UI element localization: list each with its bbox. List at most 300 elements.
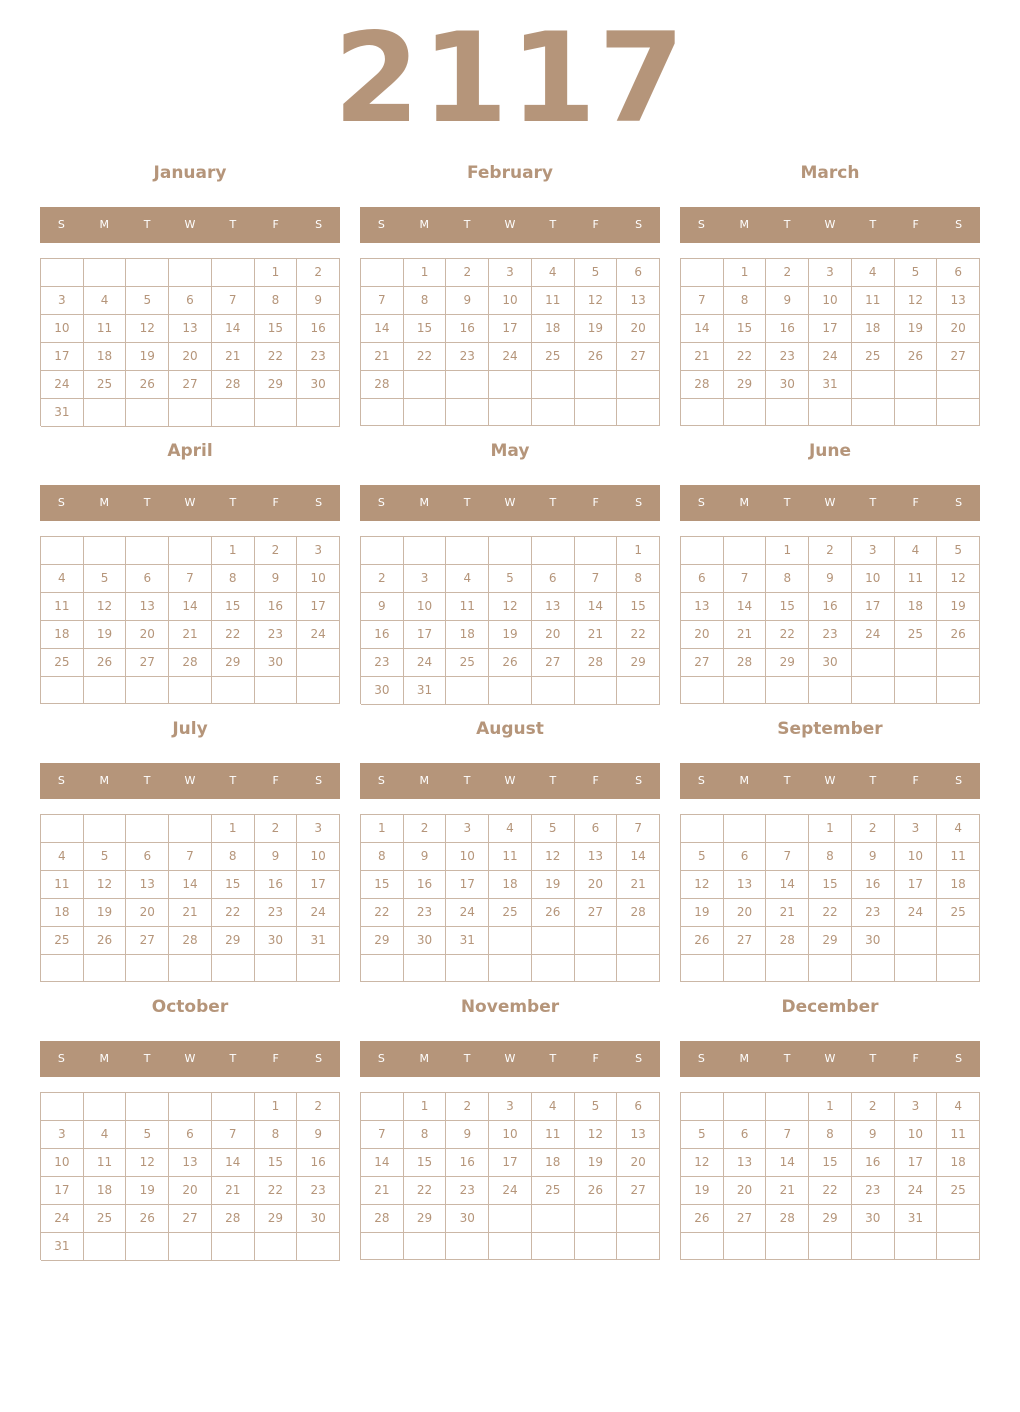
- day-cell: 9: [297, 287, 340, 315]
- day-cell: 22: [766, 621, 809, 649]
- day-cell: 24: [489, 1177, 532, 1205]
- day-cell: 2: [297, 259, 340, 287]
- empty-day-cell: [532, 1233, 575, 1260]
- weekday-label: S: [315, 496, 323, 509]
- weekday-label: S: [635, 774, 643, 787]
- day-cell: 8: [617, 565, 660, 593]
- day-cell: 11: [937, 843, 980, 871]
- day-cell: 8: [404, 1121, 447, 1149]
- day-cell: 16: [446, 1149, 489, 1177]
- weekday-label: M: [419, 218, 430, 231]
- empty-day-cell: [575, 677, 618, 705]
- day-cell: 1: [404, 259, 447, 287]
- day-cell: 22: [809, 899, 852, 927]
- day-cell: 13: [617, 1121, 660, 1149]
- day-cell: 12: [84, 593, 127, 621]
- day-cell: 15: [766, 593, 809, 621]
- empty-day-cell: [681, 1233, 724, 1260]
- day-cell: 13: [575, 843, 618, 871]
- day-cell: 24: [446, 899, 489, 927]
- empty-day-cell: [532, 537, 575, 565]
- day-cell: 29: [617, 649, 660, 677]
- weekday-header: [360, 207, 660, 243]
- day-cell: 3: [297, 815, 340, 843]
- month-june: [680, 434, 980, 712]
- day-cell: 8: [809, 843, 852, 871]
- day-cell: 3: [852, 537, 895, 565]
- weekday-label: T: [143, 496, 151, 509]
- day-cell: 13: [617, 287, 660, 315]
- day-cell: 9: [446, 1121, 489, 1149]
- weekday-label: F: [272, 218, 279, 231]
- empty-day-cell: [724, 399, 767, 426]
- day-cell: 21: [361, 343, 404, 371]
- day-cell: 5: [575, 259, 618, 287]
- day-cell: 24: [404, 649, 447, 677]
- day-cell: 26: [937, 621, 980, 649]
- day-cell: 15: [212, 871, 255, 899]
- day-cell: 12: [681, 1149, 724, 1177]
- day-cell: 6: [617, 259, 660, 287]
- weekday-label: M: [739, 1052, 750, 1065]
- weekday-label: M: [99, 1052, 110, 1065]
- month-november: [360, 990, 660, 1268]
- day-cell: 8: [404, 287, 447, 315]
- day-cell: 20: [724, 1177, 767, 1205]
- day-cell: 12: [575, 287, 618, 315]
- day-cell: 24: [297, 621, 340, 649]
- day-cell: 1: [809, 815, 852, 843]
- empty-day-cell: [169, 955, 212, 982]
- day-cell: 3: [895, 1093, 938, 1121]
- day-cell: 31: [41, 1233, 84, 1261]
- empty-day-cell: [41, 955, 84, 982]
- empty-day-cell: [937, 649, 980, 677]
- day-cell: 26: [532, 899, 575, 927]
- day-cell: 30: [446, 1205, 489, 1233]
- empty-day-cell: [404, 955, 447, 982]
- empty-day-cell: [489, 677, 532, 705]
- day-cell: 14: [212, 1149, 255, 1177]
- empty-day-cell: [575, 1205, 618, 1233]
- empty-day-cell: [724, 955, 767, 982]
- day-cell: 14: [212, 315, 255, 343]
- day-cell: 18: [84, 343, 127, 371]
- empty-day-cell: [126, 677, 169, 704]
- empty-day-cell: [489, 371, 532, 399]
- day-cell: 22: [255, 1177, 298, 1205]
- day-cell: 28: [361, 371, 404, 399]
- day-cell: 1: [361, 815, 404, 843]
- day-cell: 17: [446, 871, 489, 899]
- weekday-label: T: [229, 774, 237, 787]
- empty-day-cell: [852, 1233, 895, 1260]
- day-cell: 26: [126, 371, 169, 399]
- day-cell: 20: [532, 621, 575, 649]
- empty-day-cell: [681, 677, 724, 704]
- weekday-header: [360, 763, 660, 799]
- day-cell: 23: [446, 343, 489, 371]
- day-cell: 13: [724, 1149, 767, 1177]
- day-cell: 21: [724, 621, 767, 649]
- day-cell: 6: [575, 815, 618, 843]
- weekday-header: [360, 1041, 660, 1077]
- day-cell: 19: [126, 343, 169, 371]
- year-title: 2117: [333, 7, 687, 151]
- day-cell: 31: [297, 927, 340, 955]
- day-cell: 18: [446, 621, 489, 649]
- day-cell: 7: [212, 287, 255, 315]
- day-cell: 20: [169, 1177, 212, 1205]
- day-cell: 10: [41, 315, 84, 343]
- empty-day-cell: [937, 1205, 980, 1233]
- weekday-header: [680, 207, 980, 243]
- weekday-label: W: [184, 774, 196, 787]
- day-cell: 24: [41, 1205, 84, 1233]
- day-cell: 25: [852, 343, 895, 371]
- day-cell: 18: [532, 1149, 575, 1177]
- day-cell: 28: [766, 1205, 809, 1233]
- day-cell: 26: [895, 343, 938, 371]
- day-cell: 12: [937, 565, 980, 593]
- empty-day-cell: [212, 1093, 255, 1121]
- empty-day-cell: [84, 537, 127, 565]
- day-cell: 7: [575, 565, 618, 593]
- day-grid: [680, 1092, 980, 1260]
- day-grid: [360, 1092, 660, 1260]
- empty-day-cell: [361, 399, 404, 426]
- day-cell: 14: [169, 871, 212, 899]
- day-cell: 26: [84, 927, 127, 955]
- day-cell: 7: [617, 815, 660, 843]
- day-cell: 16: [361, 621, 404, 649]
- day-cell: 10: [852, 565, 895, 593]
- day-cell: 7: [724, 565, 767, 593]
- day-cell: 30: [361, 677, 404, 705]
- day-cell: 6: [126, 565, 169, 593]
- empty-day-cell: [575, 399, 618, 426]
- empty-day-cell: [41, 537, 84, 565]
- empty-day-cell: [446, 371, 489, 399]
- day-cell: 4: [446, 565, 489, 593]
- day-cell: 5: [84, 565, 127, 593]
- empty-day-cell: [404, 537, 447, 565]
- weekday-label: T: [229, 218, 237, 231]
- day-cell: 30: [404, 927, 447, 955]
- day-cell: 6: [724, 1121, 767, 1149]
- empty-day-cell: [169, 399, 212, 427]
- day-cell: 26: [489, 649, 532, 677]
- day-cell: 17: [297, 593, 340, 621]
- weekday-label: S: [57, 774, 65, 787]
- day-cell: 25: [446, 649, 489, 677]
- empty-day-cell: [895, 1233, 938, 1260]
- empty-day-cell: [446, 537, 489, 565]
- day-cell: 31: [404, 677, 447, 705]
- day-cell: 1: [404, 1093, 447, 1121]
- empty-day-cell: [84, 677, 127, 704]
- day-cell: 4: [532, 1093, 575, 1121]
- day-cell: 13: [169, 315, 212, 343]
- day-cell: 3: [41, 287, 84, 315]
- day-cell: 17: [489, 1149, 532, 1177]
- day-cell: 2: [809, 537, 852, 565]
- day-cell: 15: [617, 593, 660, 621]
- day-cell: 25: [489, 899, 532, 927]
- day-cell: 11: [489, 843, 532, 871]
- empty-day-cell: [852, 677, 895, 704]
- day-cell: 22: [404, 1177, 447, 1205]
- empty-day-cell: [532, 1205, 575, 1233]
- empty-day-cell: [575, 537, 618, 565]
- day-cell: 1: [809, 1093, 852, 1121]
- day-cell: 13: [169, 1149, 212, 1177]
- empty-day-cell: [575, 1233, 618, 1260]
- empty-day-cell: [126, 955, 169, 982]
- empty-day-cell: [937, 677, 980, 704]
- month-name: October: [151, 997, 229, 1017]
- day-cell: 24: [41, 371, 84, 399]
- day-cell: 24: [852, 621, 895, 649]
- empty-day-cell: [617, 955, 660, 982]
- day-cell: 24: [489, 343, 532, 371]
- empty-day-cell: [575, 927, 618, 955]
- empty-day-cell: [766, 1093, 809, 1121]
- day-cell: 11: [446, 593, 489, 621]
- day-cell: 10: [489, 1121, 532, 1149]
- day-cell: 19: [84, 899, 127, 927]
- day-cell: 4: [84, 287, 127, 315]
- day-cell: 1: [255, 1093, 298, 1121]
- day-cell: 10: [297, 565, 340, 593]
- day-cell: 26: [681, 1205, 724, 1233]
- month-december: [680, 990, 980, 1268]
- weekday-label: T: [143, 1052, 151, 1065]
- weekday-label: S: [635, 218, 643, 231]
- empty-day-cell: [212, 677, 255, 704]
- day-cell: 1: [255, 259, 298, 287]
- month-name: September: [777, 719, 883, 739]
- day-cell: 30: [255, 649, 298, 677]
- empty-day-cell: [617, 399, 660, 426]
- day-cell: 13: [532, 593, 575, 621]
- day-cell: 22: [404, 343, 447, 371]
- day-cell: 3: [489, 259, 532, 287]
- empty-day-cell: [41, 259, 84, 287]
- day-cell: 3: [489, 1093, 532, 1121]
- weekday-label: S: [377, 774, 385, 787]
- day-cell: 4: [489, 815, 532, 843]
- day-cell: 27: [169, 1205, 212, 1233]
- day-cell: 2: [446, 1093, 489, 1121]
- day-cell: 17: [895, 871, 938, 899]
- day-cell: 25: [895, 621, 938, 649]
- day-cell: 21: [575, 621, 618, 649]
- day-cell: 26: [84, 649, 127, 677]
- empty-day-cell: [489, 1233, 532, 1260]
- day-cell: 16: [766, 315, 809, 343]
- day-cell: 2: [446, 259, 489, 287]
- day-cell: 19: [681, 1177, 724, 1205]
- empty-day-cell: [446, 677, 489, 705]
- day-cell: 14: [169, 593, 212, 621]
- day-cell: 22: [361, 899, 404, 927]
- day-cell: 14: [617, 843, 660, 871]
- day-cell: 9: [404, 843, 447, 871]
- day-cell: 29: [809, 927, 852, 955]
- weekday-label: W: [504, 1052, 516, 1065]
- day-cell: 3: [895, 815, 938, 843]
- weekday-label: T: [463, 218, 471, 231]
- weekday-label: T: [229, 496, 237, 509]
- day-cell: 1: [212, 537, 255, 565]
- day-cell: 11: [41, 871, 84, 899]
- day-cell: 27: [126, 649, 169, 677]
- day-cell: 11: [41, 593, 84, 621]
- day-cell: 9: [255, 565, 298, 593]
- empty-day-cell: [809, 677, 852, 704]
- empty-day-cell: [255, 677, 298, 704]
- weekday-label: S: [697, 218, 705, 231]
- empty-day-cell: [617, 927, 660, 955]
- day-cell: 27: [617, 343, 660, 371]
- month-name: November: [460, 997, 560, 1017]
- empty-day-cell: [852, 955, 895, 982]
- day-grid: [360, 258, 660, 426]
- day-cell: 7: [169, 843, 212, 871]
- day-cell: 21: [617, 871, 660, 899]
- weekday-label: M: [419, 774, 430, 787]
- day-cell: 19: [532, 871, 575, 899]
- day-cell: 15: [361, 871, 404, 899]
- day-cell: 8: [255, 287, 298, 315]
- empty-day-cell: [84, 815, 127, 843]
- day-cell: 30: [255, 927, 298, 955]
- day-cell: 17: [41, 343, 84, 371]
- weekday-label: M: [739, 218, 750, 231]
- day-cell: 10: [895, 1121, 938, 1149]
- day-grid: [680, 814, 980, 982]
- month-name: June: [808, 441, 852, 461]
- weekday-label: T: [549, 218, 557, 231]
- day-cell: 15: [809, 871, 852, 899]
- day-cell: 26: [681, 927, 724, 955]
- month-january: [40, 156, 340, 434]
- day-cell: 16: [852, 1149, 895, 1177]
- weekday-label: F: [912, 218, 919, 231]
- day-cell: 8: [212, 565, 255, 593]
- day-cell: 15: [255, 1149, 298, 1177]
- weekday-label: W: [504, 774, 516, 787]
- weekday-label: W: [824, 774, 836, 787]
- day-cell: 1: [617, 537, 660, 565]
- day-cell: 8: [809, 1121, 852, 1149]
- day-cell: 10: [489, 287, 532, 315]
- day-cell: 24: [809, 343, 852, 371]
- day-cell: 7: [361, 1121, 404, 1149]
- day-cell: 5: [937, 537, 980, 565]
- weekday-label: W: [824, 218, 836, 231]
- weekday-header: [360, 485, 660, 521]
- day-cell: 8: [361, 843, 404, 871]
- weekday-label: S: [955, 1052, 963, 1065]
- day-cell: 9: [255, 843, 298, 871]
- empty-day-cell: [532, 927, 575, 955]
- empty-day-cell: [169, 1233, 212, 1261]
- day-cell: 25: [84, 371, 127, 399]
- day-cell: 2: [766, 259, 809, 287]
- day-cell: 13: [681, 593, 724, 621]
- day-cell: 17: [809, 315, 852, 343]
- day-cell: 21: [212, 343, 255, 371]
- weekday-label: F: [592, 774, 599, 787]
- empty-day-cell: [84, 1233, 127, 1261]
- day-cell: 27: [681, 649, 724, 677]
- day-cell: 26: [575, 1177, 618, 1205]
- empty-day-cell: [212, 955, 255, 982]
- empty-day-cell: [575, 955, 618, 982]
- day-cell: 20: [937, 315, 980, 343]
- empty-day-cell: [852, 649, 895, 677]
- empty-day-cell: [361, 537, 404, 565]
- weekday-header: [40, 1041, 340, 1077]
- weekday-label: S: [377, 1052, 385, 1065]
- empty-day-cell: [895, 955, 938, 982]
- empty-day-cell: [724, 815, 767, 843]
- day-cell: 11: [852, 287, 895, 315]
- empty-day-cell: [617, 1233, 660, 1260]
- day-cell: 22: [617, 621, 660, 649]
- empty-day-cell: [41, 815, 84, 843]
- day-cell: 19: [489, 621, 532, 649]
- day-cell: 2: [404, 815, 447, 843]
- day-cell: 12: [126, 315, 169, 343]
- weekday-label: S: [697, 774, 705, 787]
- day-cell: 16: [852, 871, 895, 899]
- empty-day-cell: [937, 371, 980, 399]
- weekday-label: S: [955, 774, 963, 787]
- empty-day-cell: [937, 1233, 980, 1260]
- day-cell: 19: [575, 315, 618, 343]
- day-cell: 30: [852, 1205, 895, 1233]
- empty-day-cell: [297, 677, 340, 704]
- day-cell: 17: [404, 621, 447, 649]
- weekday-label: T: [549, 496, 557, 509]
- day-cell: 21: [766, 1177, 809, 1205]
- weekday-label: T: [869, 774, 877, 787]
- day-cell: 16: [446, 315, 489, 343]
- day-cell: 21: [681, 343, 724, 371]
- day-cell: 29: [766, 649, 809, 677]
- day-cell: 31: [895, 1205, 938, 1233]
- empty-day-cell: [404, 1233, 447, 1260]
- weekday-label: W: [824, 1052, 836, 1065]
- empty-day-cell: [169, 815, 212, 843]
- empty-day-cell: [766, 677, 809, 704]
- day-cell: 20: [617, 315, 660, 343]
- empty-day-cell: [724, 677, 767, 704]
- day-cell: 6: [532, 565, 575, 593]
- day-cell: 12: [575, 1121, 618, 1149]
- empty-day-cell: [809, 399, 852, 426]
- day-cell: 5: [575, 1093, 618, 1121]
- day-cell: 18: [895, 593, 938, 621]
- empty-day-cell: [681, 1093, 724, 1121]
- empty-day-cell: [681, 537, 724, 565]
- day-cell: 5: [681, 1121, 724, 1149]
- day-cell: 4: [895, 537, 938, 565]
- day-cell: 29: [255, 371, 298, 399]
